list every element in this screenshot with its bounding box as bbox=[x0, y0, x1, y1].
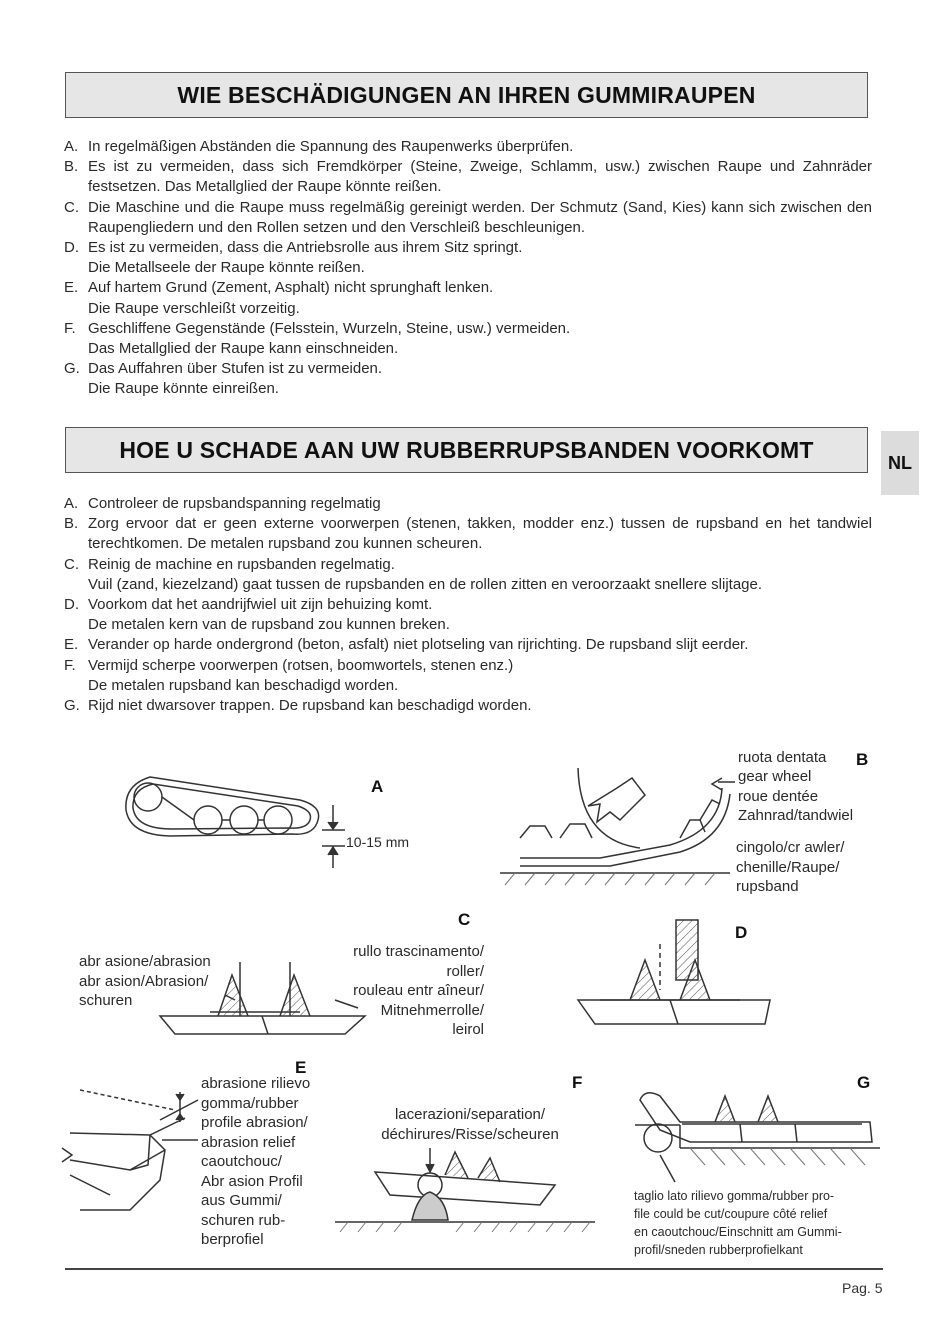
figure-letter-a: A bbox=[371, 777, 384, 796]
figure-a-track-diagram bbox=[126, 777, 345, 868]
figure-b-track-label: cingolo/cr awler/ chenille/Raupe/ rupsband bbox=[736, 839, 845, 895]
list-item-line: Die Maschine und die Raupe muss regelmäßig gereinigt werden. Der Schmutz (Sand, Kies) kann sich zwischen den Raupengliedern und den Rollen setzen und den Verschleiß beschleunigen. bbox=[88, 198, 872, 236]
figure-c-roller-label: rullo trascinamento/ roller/ rouleau entr aîneur/ Mitnehmerrolle/ leirol bbox=[353, 943, 484, 1038]
list-item-line: Es ist zu vermeiden, dass sich Fremdkörper (Steine, Zweige, Schlamm, usw.) zwischen Raupe und Zahnräder festsetzen. Das Metallglied der Raupe könnte reißen. bbox=[88, 158, 872, 196]
list-item-line: Vuil (zand, kiezelzand) gaat tussen de rupsbanden en de rollen zitten en veroorzaakt snellere slijtage. bbox=[88, 575, 763, 593]
list-item-key: G. bbox=[64, 360, 80, 378]
list-item-key: F. bbox=[64, 656, 76, 674]
list-item-key: F. bbox=[64, 319, 76, 337]
figure-f-label: lacerazioni/separation/ déchirures/Risse/scheuren bbox=[381, 1106, 559, 1143]
list-item-line: In regelmäßigen Abständen die Spannung des Raupenwerks überprüfen. bbox=[88, 138, 574, 155]
figure-f-separation-diagram bbox=[335, 1148, 595, 1222]
list-item-line: Die Raupe verschleißt vorzeitig. bbox=[88, 299, 300, 317]
list-item-key: B. bbox=[64, 158, 79, 176]
figure-b-gear-label: ruota dentata gear wheel roue dentée Zahnrad/tandwiel bbox=[738, 749, 854, 825]
list-item-key: A. bbox=[64, 495, 79, 512]
list-item-line: De metalen kern van de rupsband zou kunnen breken. bbox=[88, 616, 450, 634]
list-item-key: D. bbox=[64, 596, 79, 614]
list-item-line: Zorg ervoor dat er geen externe voorwerpen (stenen, takken, modder enz.) tussen de rupsband en het tandwiel terechtkomen. De metalen rupsband zou kunnen scheuren. bbox=[88, 515, 872, 553]
list-item-key: E. bbox=[64, 636, 79, 654]
list-item-line: Voorkom dat het aandrijfwiel uit zijn behuizing komt. bbox=[88, 596, 433, 614]
figure-a-measure: 10-15 mm bbox=[346, 834, 410, 850]
list-item-key: G. bbox=[64, 697, 80, 715]
list-item-key: C. bbox=[64, 555, 79, 573]
figure-g-step-diagram bbox=[635, 1093, 880, 1182]
figure-b-gear-diagram bbox=[500, 768, 735, 873]
figure-letter-d: D bbox=[735, 923, 748, 942]
figure-g-label: taglio lato rilievo gomma/rubber pro- file could be cut/coupure côté relief en caoutchouc/Einschnitt am Gummi- profil/sneden rubberprofielkant bbox=[634, 1189, 842, 1257]
list-item-line: Geschliffene Gegenstände (Felsstein, Wurzeln, Steine, usw.) vermeiden. bbox=[88, 319, 571, 337]
list-item-line: De metalen rupsband kan beschadigd worden. bbox=[88, 676, 399, 694]
list-item-line: Auf hartem Grund (Zement, Asphalt) nicht sprunghaft lenken. bbox=[88, 279, 494, 297]
list-item-line: Die Raupe könnte einreißen. bbox=[88, 380, 279, 398]
section-title-de: WIE BESCHÄDIGUNGEN AN IHREN GUMMIRAUPEN bbox=[65, 72, 868, 118]
list-item-line: Es ist zu vermeiden, dass die Antriebsrolle aus ihrem Sitz springt. bbox=[88, 239, 523, 257]
figure-letter-b: B bbox=[856, 750, 869, 769]
figure-letter-c: C bbox=[458, 910, 471, 929]
section-title-nl: HOE U SCHADE AAN UW RUBBERRUPSBANDEN VOORKOMT bbox=[65, 427, 868, 473]
list-item-key: E. bbox=[64, 279, 79, 297]
figure-e-label: abrasione rilievo gomma/rubber profile abrasion/ abrasion relief caoutchouc/ Abr asion Profil aus Gummi/ schuren rub- berprofiel bbox=[201, 1075, 311, 1248]
page-number: Pag. 5 bbox=[842, 1280, 883, 1296]
list-item-line: Die Metallseele der Raupe könnte reißen. bbox=[88, 259, 365, 277]
list-item-line: Das Auffahren über Stufen ist zu vermeiden. bbox=[88, 360, 383, 378]
figure-c-abrasion-label: abr asione/abrasion abr asion/Abrasion/ schuren bbox=[79, 953, 211, 1009]
list-item-line: Rijd niet dwarsover trappen. De rupsband kan beschadigd worden. bbox=[88, 697, 532, 715]
list-item-line: Verander op harde ondergrond (beton, asfalt) niet plotseling van rijrichting. De rupsband slijt eerder. bbox=[88, 636, 749, 654]
list-item-key: B. bbox=[64, 515, 79, 533]
list-item-line: Das Metallglied der Raupe kann einschneiden. bbox=[88, 340, 399, 358]
figure-e-abrasion-diagram bbox=[62, 1090, 198, 1210]
list-item-line: Reinig de machine en rupsbanden regelmatig. bbox=[88, 555, 395, 573]
list-item-key: C. bbox=[64, 198, 79, 216]
list-item-key: A. bbox=[64, 138, 79, 155]
language-tab-nl: NL bbox=[881, 431, 919, 495]
footer-divider bbox=[65, 1268, 883, 1270]
figure-letter-g: G bbox=[857, 1073, 871, 1092]
list-item-line: Vermijd scherpe voorwerpen (rotsen, boomwortels, stenen enz.) bbox=[88, 656, 514, 674]
list-item-key: D. bbox=[64, 239, 79, 257]
list-item-line: Controleer de rupsbandspanning regelmatig bbox=[88, 495, 381, 512]
figure-letter-e: E bbox=[295, 1058, 307, 1077]
figure-letter-f: F bbox=[572, 1073, 583, 1092]
